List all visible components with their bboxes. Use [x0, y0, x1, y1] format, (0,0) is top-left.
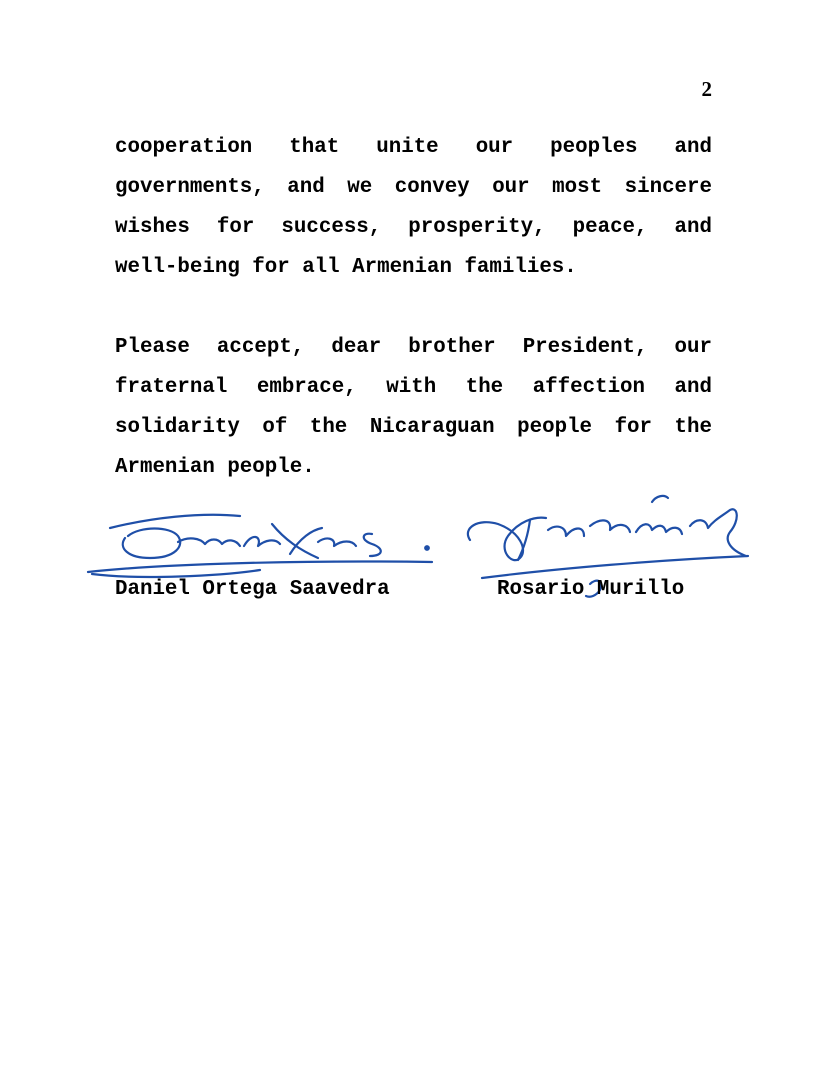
ortega-signature — [88, 515, 432, 577]
letter-paragraph-1: cooperation that unite our peoples and governments, and we convey our most sincere wishes for success, prosperity, peace, and well-being for all Armenian families. — [115, 136, 712, 279]
signer-name-ortega: Daniel Ortega Saavedra — [115, 578, 390, 601]
signer-name-murillo: Rosario Murillo — [497, 578, 685, 601]
page-number: 2 — [701, 77, 712, 101]
letter-paragraph-2: Please accept, dear brother President, our fraternal embrace, with the affection and solidarity of the Nicaraguan people for the Armenian people. — [115, 336, 712, 479]
